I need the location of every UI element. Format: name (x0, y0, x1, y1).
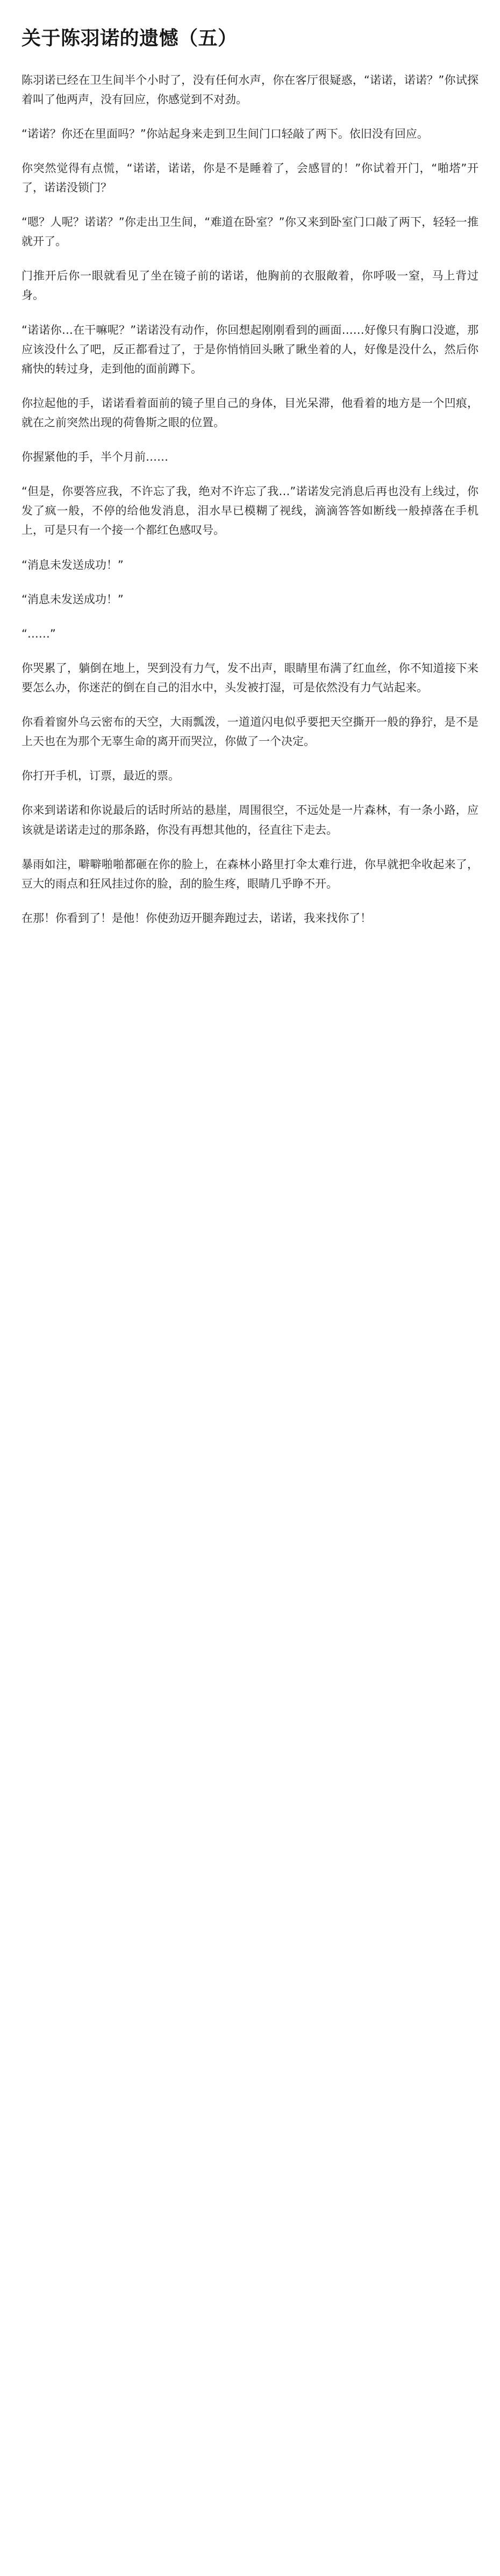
paragraph: 你哭累了，躺倒在地上，哭到没有力气，发不出声，眼睛里布满了红血丝，你不知道接下来要怎么办，你迷茫的倒在自己的泪水中，头发被打湿，可是依然没有力气站起来。 (22, 661, 478, 694)
paragraph: 暴雨如注，噼噼啪啪都砸在你的脸上，在森林小路里打伞太难行进，你早就把伞收起来了，豆大的雨点和狂风挂过你的脸，刮的脸生疼，眼睛几乎睁不开。 (22, 857, 478, 890)
paragraph: 你看着窗外乌云密布的天空，大雨瓢泼，一道道闪电似乎要把天空撕开一般的狰狞，是不是上天也在为那个无辜生命的离开而哭泣，你做了一个决定。 (22, 715, 478, 748)
paragraph: 你来到诺诺和你说最后的话时所站的悬崖，周围很空，不远处是一片森林，有一条小路，应该就是诺诺走过的那条路，你没有再想其他的，径直往下走去。 (22, 804, 478, 836)
paragraph: “消息未发送成功！” (22, 592, 124, 606)
paragraph: 在那！你看到了！是他！你使劲迈开腿奔跑过去，诺诺，我来找你了！ (22, 911, 372, 925)
paragraph: 你握紧他的手，半个月前…… (22, 450, 168, 464)
paragraph: “诺诺你…在干嘛呢？”诺诺没有动作，你回想起刚刚看到的画面……好像只有胸口没遮，那应该没什么了吧，反正都看过了，于是你悄悄回头瞅了瞅坐着的人，好像是没什么，然后你痛快的转过身，走到他的面前蹲下。 (22, 323, 478, 375)
page-title: 关于陈羽诺的遗憾（五） (22, 27, 238, 49)
paragraph: “诺诺？你还在里面吗？”你站起身来走到卫生间门口轻敲了两下。依旧没有回应。 (22, 127, 428, 140)
paragraph: 你突然觉得有点慌，“诺诺，诺诺，你是不是睡着了，会感冒的！”你试着开门，“啪塔”开了，诺诺没锁门？ (22, 161, 478, 195)
paragraph: “消息未发送成功！” (22, 558, 124, 571)
document-page (0, 0, 500, 960)
article-body (22, 70, 478, 928)
paragraph: “嗯？人呢？诺诺？”你走出卫生间，“难道在卧室？”你又来到卧室门口敲了两下，轻轻一推就开了。 (22, 216, 478, 248)
paragraph: 门推开后你一眼就看见了坐在镜子前的诺诺，他胸前的衣服敞着，你呼吸一窒，马上背过身。 (22, 269, 478, 302)
paragraph: “……” (22, 627, 56, 640)
paragraph: “但是，你要答应我，不许忘了我，绝对不许忘了我…”诺诺发完消息后再也没有上线过，你发了疯一般，不停的给他发消息，泪水早已模糊了视线，滴滴答答如断线一般掉落在手机上，可是只有一个接一个都红色感叹号。 (22, 485, 478, 537)
paragraph: 你拉起他的手，诺诺看着面前的镜子里自己的身体，目光呆滞，他看着的地方是一个凹痕，就在之前突然出现的荷鲁斯之眼的位置。 (22, 396, 478, 430)
paragraph: 陈羽诺已经在卫生间半个小时了，没有任何水声，你在客厅很疑惑，“诺诺，诺诺？”你试探着叫了他两声，没有回应，你感觉到不对劲。 (22, 73, 478, 106)
paragraph: 你打开手机，订票，最近的票。 (22, 769, 180, 783)
